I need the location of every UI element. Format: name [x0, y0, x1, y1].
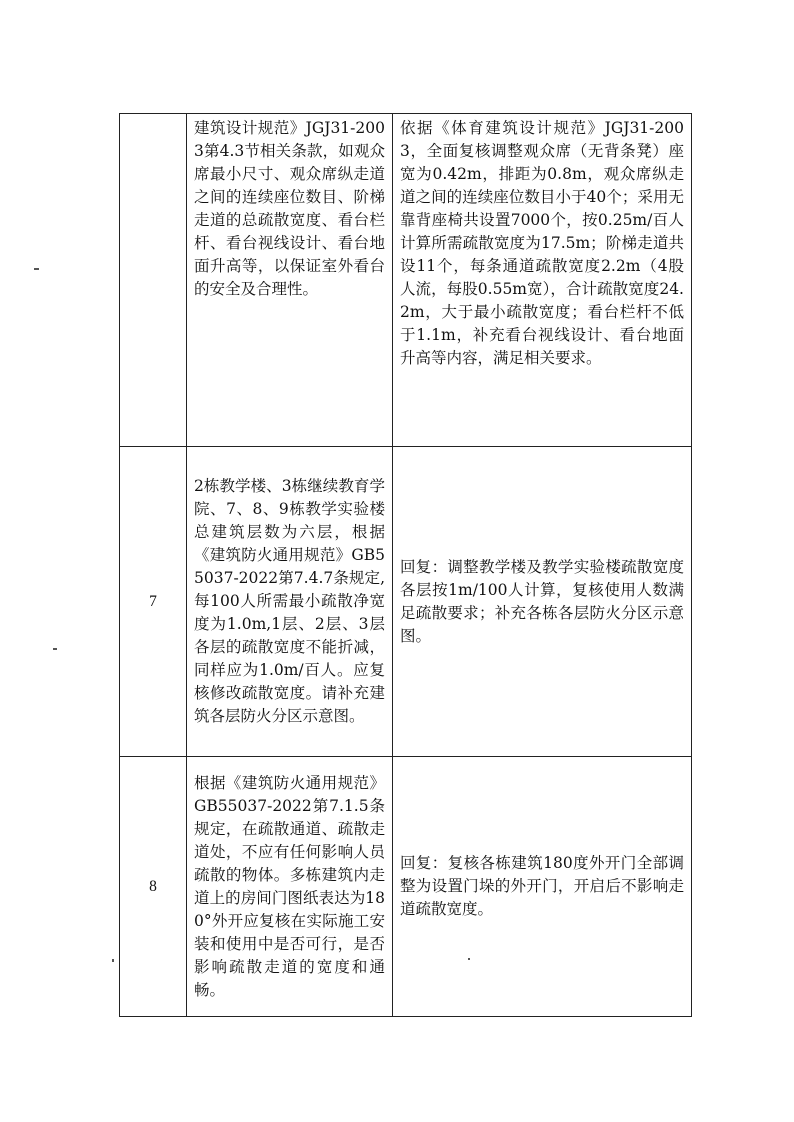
row-number: [120, 114, 187, 447]
review-issue: 2栋教学楼、3栋继续教育学院、7、8、9栋教学实验楼总建筑层数为六层，根据《建筑防火通用规范》GB55037-2022第7.4.7条规定,每100人所需最小疏散净宽度为1.0m,1层、2层、3层各层的疏散宽度不能折减，同样应为1.0m/百人。应复核修改疏散宽度。请补充建筑各层防火分区示意图。: [187, 447, 393, 757]
review-reply: 回复：调整教学楼及教学实验楼疏散宽度各层按1m/100人计算，复核使用人数满足疏散要求；补充各栋各层防火分区示意图。: [393, 447, 692, 757]
review-issue: 根据《建筑防火通用规范》GB55037-2022第7.1.5条规定，在疏散通道、疏散走道处，不应有任何影响人员疏散的物体。多栋建筑内走道上的房间门图纸表达为180°外开应复核在实际施工安装和使用中是否可行，是否影响疏散走道的宽度和通畅。: [187, 757, 393, 1017]
review-reply: 回复：复核各栋建筑180度外开门全部调整为设置门垛的外开门，开启后不影响走道疏散宽度。: [393, 757, 692, 1017]
table-row: [120, 447, 692, 757]
table-row: [120, 114, 692, 447]
scan-speck: [468, 958, 470, 960]
review-reply: 依据《体育建筑设计规范》JGJ31-2003，全面复核调整观众席（无背条凳）座宽为0.42m，排距为0.8m，观众席纵走道之间的连续座位数目小于40个；采用无靠背座椅共设置7000个，按0.25m/百人计算所需疏散宽度为17.5m；阶梯走道共设11个，每条通道疏散宽度2.2m（4股人流，每股0.55m宽），合计疏散宽度24.2m，大于最小疏散宽度；看台栏杆不低于1.1m，补充看台视线设计、看台地面升高等内容，满足相关要求。: [393, 114, 692, 447]
row-number: 7: [120, 447, 187, 757]
table-row: [120, 757, 692, 1017]
scan-speck: [34, 268, 39, 270]
review-issue: 建筑设计规范》JGJ31-2003第4.3节相关条款，如观众席最小尺寸、观众席纵走道之间的连续座位数目、阶梯走道的总疏散宽度、看台栏杆、看台视线设计、看台地面升高等，以保证室外看台的安全及合理性。: [187, 114, 393, 447]
row-number: 8: [120, 757, 187, 1017]
scan-speck: [53, 648, 57, 650]
review-comments-table: [119, 113, 692, 1017]
scan-speck: [112, 959, 114, 962]
